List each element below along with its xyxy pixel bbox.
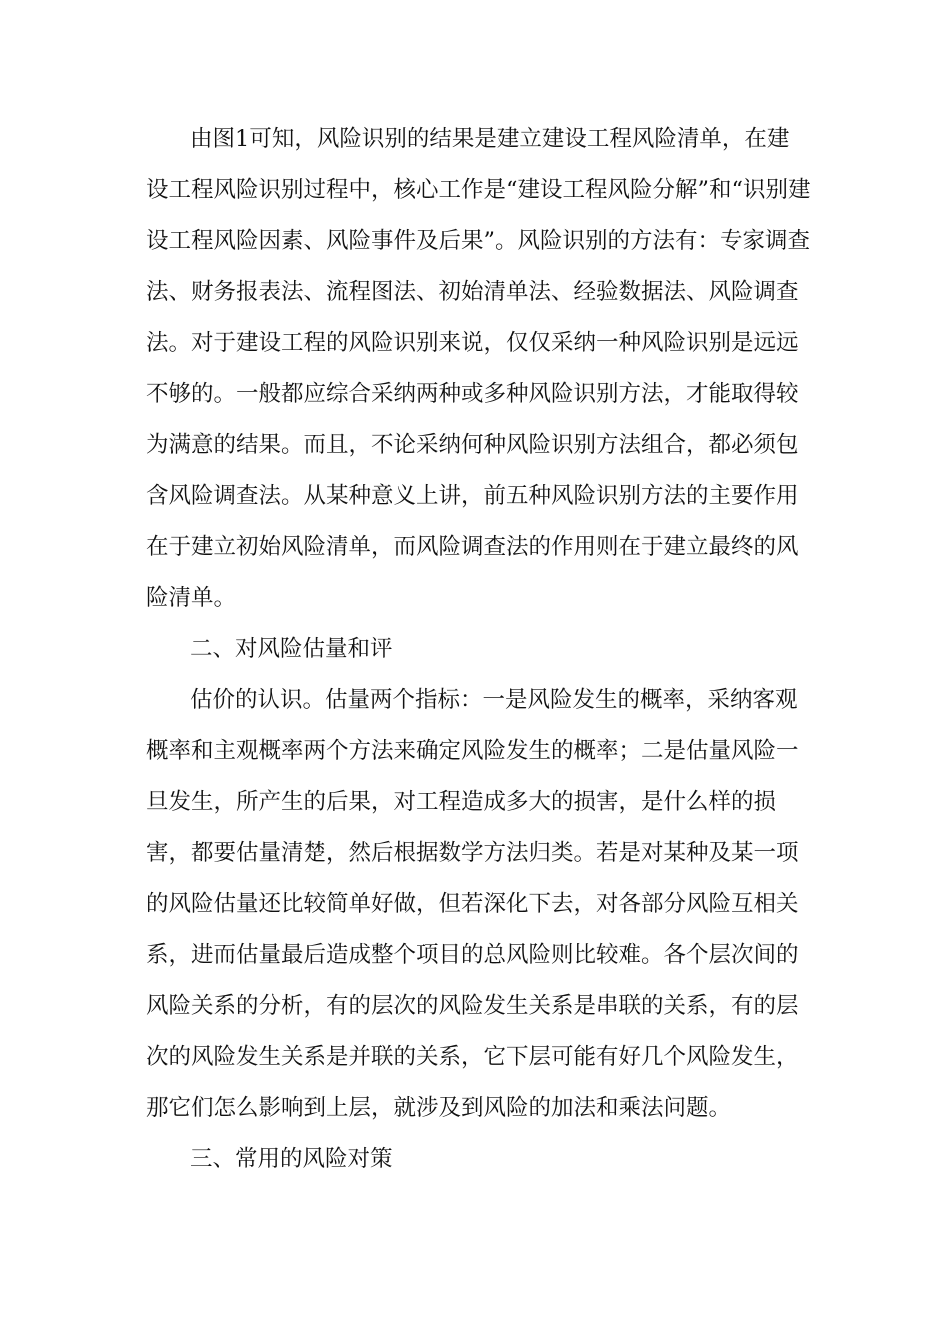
text-line: 在于建立初始风险清单，而风险调查法的作用则在于建立最终的风: [146, 534, 799, 560]
text-line: 旦发生，所产生的后果，对工程造成多大的损害，是什么样的损: [146, 789, 777, 815]
text-line: 为满意的结果。而且，不论采纳何种风险识别方法组合，都必须包: [146, 432, 799, 458]
text-line: 估价的认识。估量两个指标：一是风险发生的概率，采纳客观: [190, 687, 798, 713]
text-line: 风险关系的分析，有的层次的风险发生关系是串联的关系，有的层: [146, 993, 799, 1019]
text-line: 法。对于建设工程的风险识别来说，仅仅采纳一种风险识别是远远: [146, 330, 799, 356]
text-line: 设工程风险识别过程中，核心工作是“建设工程风险分解”和“识别建: [146, 177, 811, 203]
text-line: 害，都要估量清楚，然后根据数学方法归类。若是对某种及某一项: [146, 840, 799, 866]
text-line: 险清单。: [146, 585, 237, 611]
text-line: 不够的。一般都应综合采纳两种或多种风险识别方法，才能取得较: [146, 381, 799, 407]
text-line: 概率和主观概率两个方法来确定风险发生的概率；二是估量风险一: [146, 738, 799, 764]
text-line: 系，进而估量最后造成整个项目的总风险则比较难。各个层次间的: [146, 942, 799, 968]
text-line: 的风险估量还比较简单好做，但若深化下去，对各部分风险互相关: [146, 891, 799, 917]
text-line: 法、财务报表法、流程图法、初始清单法、经验数据法、风险调查: [146, 279, 799, 305]
text-line: 含风险调查法。从某种意义上讲，前五种风险识别方法的主要作用: [146, 483, 799, 509]
section-heading: 二、对风险估量和评: [190, 636, 393, 662]
text-line: 设工程风险因素、风险事件及后果”。风险识别的方法有：专家调查: [146, 228, 811, 254]
text-line: 由图1可知，风险识别的结果是建立建设工程风险清单，在建: [190, 126, 790, 152]
section-heading: 三、常用的风险对策: [190, 1146, 393, 1172]
text-line: 次的风险发生关系是并联的关系，它下层可能有好几个风险发生，: [146, 1044, 799, 1070]
text-line: 那它们怎么影响到上层，就涉及到风险的加法和乘法问题。: [146, 1095, 732, 1121]
